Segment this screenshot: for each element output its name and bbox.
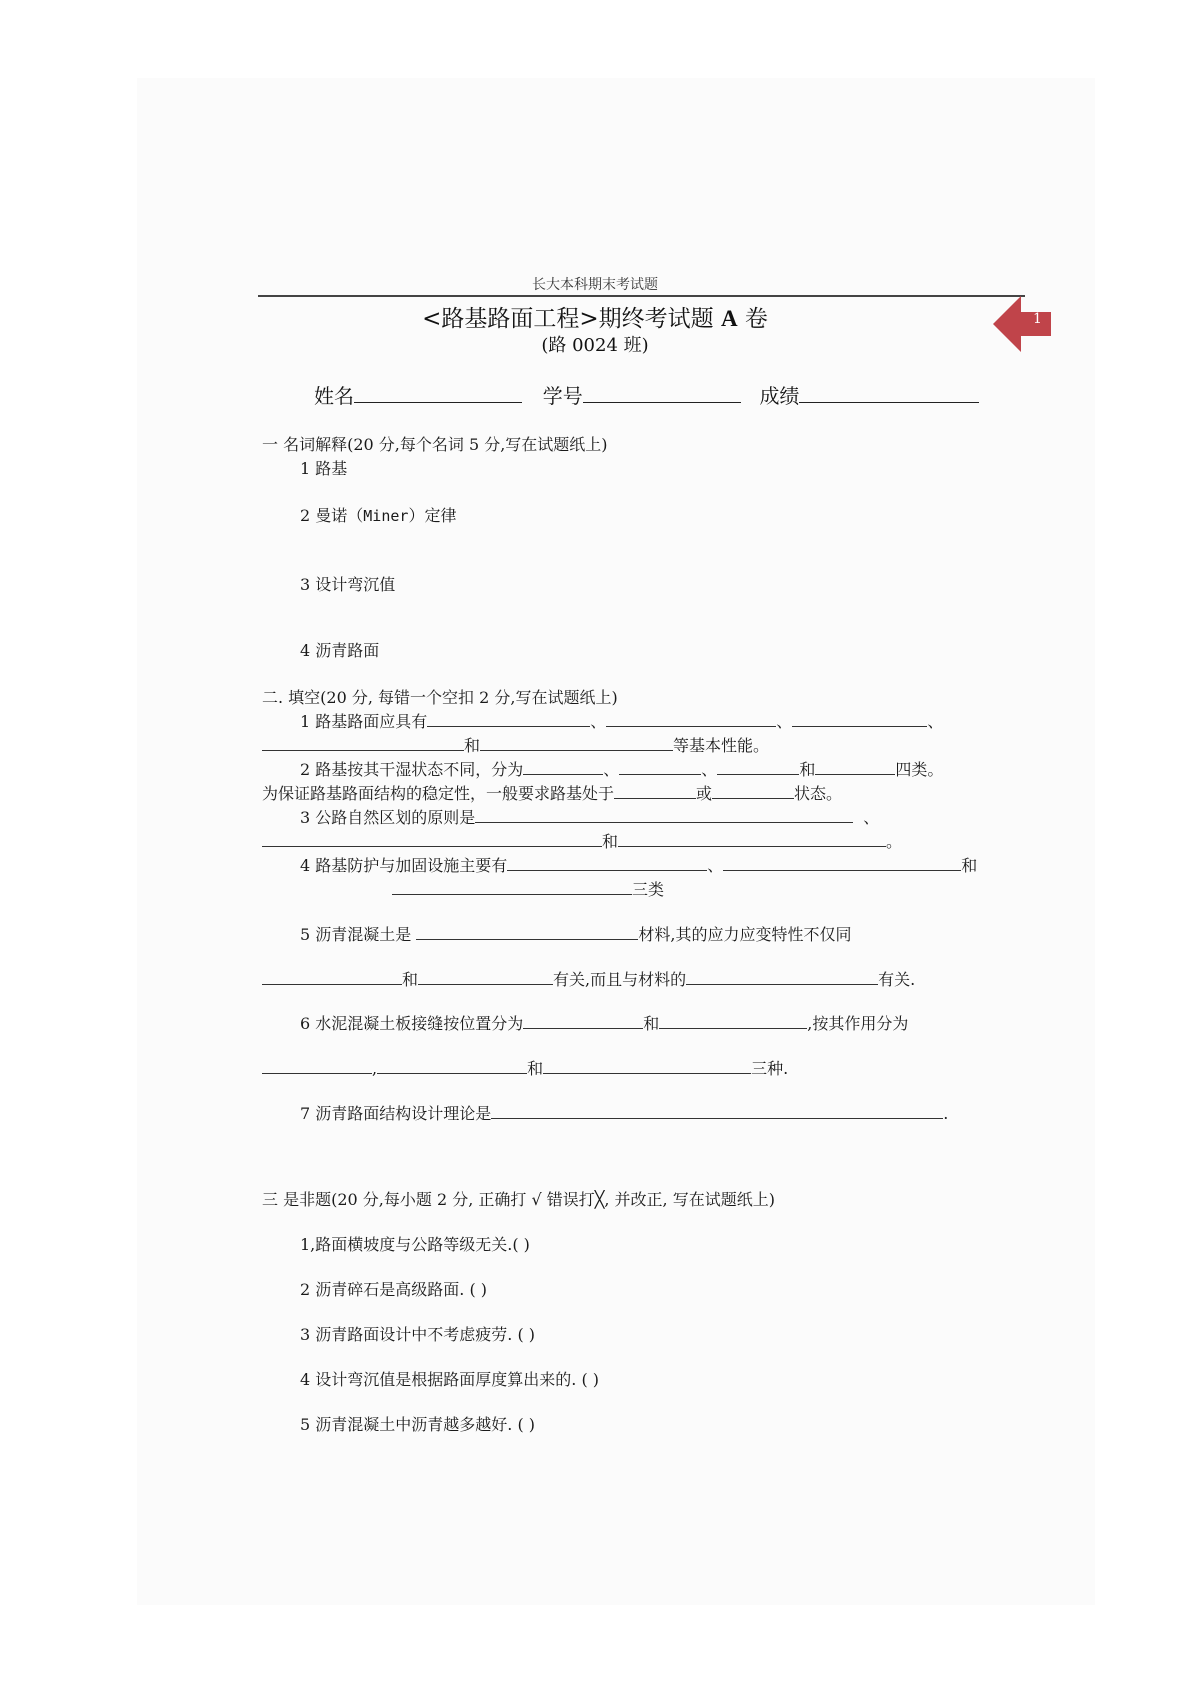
- running-header: 长大本科期末考试题: [532, 277, 658, 293]
- text-segment: 和: [799, 760, 816, 779]
- fill-question-3-line2: [262, 829, 902, 852]
- answer-blank[interactable]: [606, 712, 776, 727]
- term-text-latin: Miner: [363, 507, 409, 525]
- text-segment: 和: [527, 1059, 544, 1078]
- text-segment: ,: [372, 1059, 378, 1078]
- text-segment: 状态。: [794, 784, 843, 803]
- name-label: 姓名: [314, 384, 354, 408]
- answer-blank[interactable]: [392, 880, 632, 895]
- fill-question-6-line2: [262, 1056, 788, 1079]
- term-text: 曼诺（: [315, 506, 364, 525]
- fill-question-5-line2: [262, 967, 915, 990]
- text-segment: 和: [961, 856, 978, 875]
- true-false-item: 2 沥青碎石是高级路面. ( ): [300, 1280, 488, 1299]
- term-number: 4: [300, 641, 316, 660]
- title-suffix: 卷: [737, 306, 768, 332]
- answer-blank[interactable]: [475, 808, 853, 823]
- text-segment: 、: [603, 760, 620, 779]
- text-segment: 三种.: [751, 1059, 789, 1078]
- header-rule: [258, 295, 1025, 297]
- answer-blank[interactable]: [416, 925, 638, 940]
- fill-question-1-line1: [300, 709, 943, 732]
- section1-heading: 一 名词解释(20 分,每个名词 5 分,写在试题纸上): [262, 435, 608, 454]
- text-segment: 为保证路基路面结构的稳定性，一般要求路基处于: [262, 784, 615, 803]
- answer-blank[interactable]: [717, 760, 799, 775]
- text-segment: .: [943, 1104, 949, 1123]
- answer-blank[interactable]: [262, 970, 402, 985]
- true-false-item: 1,路面横坡度与公路等级无关.( ): [300, 1235, 530, 1254]
- left-arrow-icon: [993, 296, 1053, 352]
- answer-blank[interactable]: [507, 856, 707, 871]
- text-segment: 4 路基防护与加固设施主要有: [300, 856, 508, 875]
- text-segment: 1 路基路面应具有: [300, 712, 428, 731]
- fill-question-4-line2: [392, 877, 664, 900]
- true-false-item: 4 设计弯沉值是根据路面厚度算出来的. ( ): [300, 1370, 600, 1389]
- page-arrow-badge[interactable]: [993, 296, 1053, 352]
- term-number: 1: [300, 459, 316, 478]
- text-segment: 5 沥青混凝土是: [300, 925, 417, 944]
- answer-blank[interactable]: [427, 712, 590, 727]
- student-info-row: [314, 380, 979, 409]
- term-text: 设计弯沉值: [315, 575, 396, 594]
- text-segment: 三类: [632, 880, 665, 899]
- answer-blank[interactable]: [659, 1014, 807, 1029]
- title-prefix: <路基路面工程>期终考试题: [422, 306, 721, 332]
- term-number: 2: [300, 506, 316, 525]
- name-field[interactable]: [354, 382, 522, 403]
- answer-blank[interactable]: [491, 1104, 943, 1119]
- text-segment: 和: [602, 832, 619, 851]
- title-paper-letter: A: [720, 306, 738, 331]
- answer-blank[interactable]: [523, 760, 603, 775]
- answer-blank[interactable]: [543, 1059, 751, 1074]
- answer-blank[interactable]: [480, 736, 673, 751]
- text-segment: 、: [927, 712, 944, 731]
- term-item: [300, 572, 395, 595]
- text-segment: 、: [863, 808, 880, 827]
- text-segment: 、: [707, 856, 724, 875]
- student-id-label: 学号: [542, 384, 583, 408]
- answer-blank[interactable]: [815, 760, 895, 775]
- section2-heading: 二. 填空(20 分, 每错一个空扣 2 分,写在试题纸上): [262, 688, 618, 707]
- exam-subtitle: (路 0024 班): [541, 335, 649, 356]
- fill-question-2-line2: [262, 781, 842, 804]
- answer-blank[interactable]: [686, 970, 878, 985]
- fill-question-7: [300, 1101, 948, 1124]
- fill-question-6-line1: [300, 1011, 908, 1034]
- fill-question-2-line1: [300, 757, 943, 780]
- term-item: [300, 638, 379, 661]
- fill-question-1-line2: [262, 733, 769, 756]
- answer-blank[interactable]: [614, 784, 696, 799]
- text-segment: 3 公路自然区划的原则是: [300, 808, 476, 827]
- score-label: 成绩: [759, 384, 800, 408]
- text-segment: 。: [886, 832, 903, 851]
- answer-blank[interactable]: [262, 832, 602, 847]
- term-text: 沥青路面: [315, 641, 380, 660]
- answer-blank[interactable]: [523, 1014, 643, 1029]
- answer-blank[interactable]: [723, 856, 961, 871]
- text-segment: ,按其作用分为: [807, 1014, 909, 1033]
- fill-question-3-line1: [300, 805, 879, 828]
- answer-blank[interactable]: [792, 712, 927, 727]
- text-segment: 、: [590, 712, 607, 731]
- section3-heading: 三 是非题(20 分,每小题 2 分, 正确打 √ 错误打╳, 并改正, 写在试题纸上): [262, 1190, 775, 1209]
- text-segment: 7 沥青路面结构设计理论是: [300, 1104, 492, 1123]
- text-segment: 2 路基按其干湿状态不同，分为: [300, 760, 524, 779]
- text-segment: 等基本性能。: [673, 736, 770, 755]
- answer-blank[interactable]: [618, 832, 886, 847]
- text-segment: 和: [464, 736, 481, 755]
- term-item: [300, 503, 456, 526]
- answer-blank[interactable]: [262, 1059, 372, 1074]
- text-segment: 、: [776, 712, 793, 731]
- text-segment: 和: [643, 1014, 660, 1033]
- page-number: 1: [1033, 311, 1042, 327]
- answer-blank[interactable]: [712, 784, 794, 799]
- answer-blank[interactable]: [619, 760, 701, 775]
- true-false-item: 3 沥青路面设计中不考虑疲劳. ( ): [300, 1325, 536, 1344]
- text-segment: 、: [701, 760, 718, 779]
- text-segment: 材料,其的应力应变特性不仅同: [638, 925, 852, 944]
- answer-blank[interactable]: [262, 736, 464, 751]
- text-segment: 有关.: [878, 970, 916, 989]
- text-segment: 和: [402, 970, 419, 989]
- text-segment: 或: [696, 784, 713, 803]
- student-id-field[interactable]: [583, 382, 741, 403]
- text-segment: 有关,而且与材料的: [553, 970, 687, 989]
- term-text: ）定律: [408, 506, 457, 525]
- true-false-item: 5 沥青混凝土中沥青越多越好. ( ): [300, 1415, 536, 1434]
- score-field[interactable]: [799, 382, 979, 403]
- fill-question-5-line1: [300, 922, 851, 945]
- answer-blank[interactable]: [418, 970, 553, 985]
- fill-question-4-line1: [300, 853, 977, 876]
- term-text: 路基: [315, 459, 348, 478]
- text-segment: 四类。: [895, 760, 944, 779]
- text-segment: 6 水泥混凝土板接缝按位置分为: [300, 1014, 524, 1033]
- term-number: 3: [300, 575, 316, 594]
- term-item: [300, 456, 347, 479]
- answer-blank[interactable]: [377, 1059, 527, 1074]
